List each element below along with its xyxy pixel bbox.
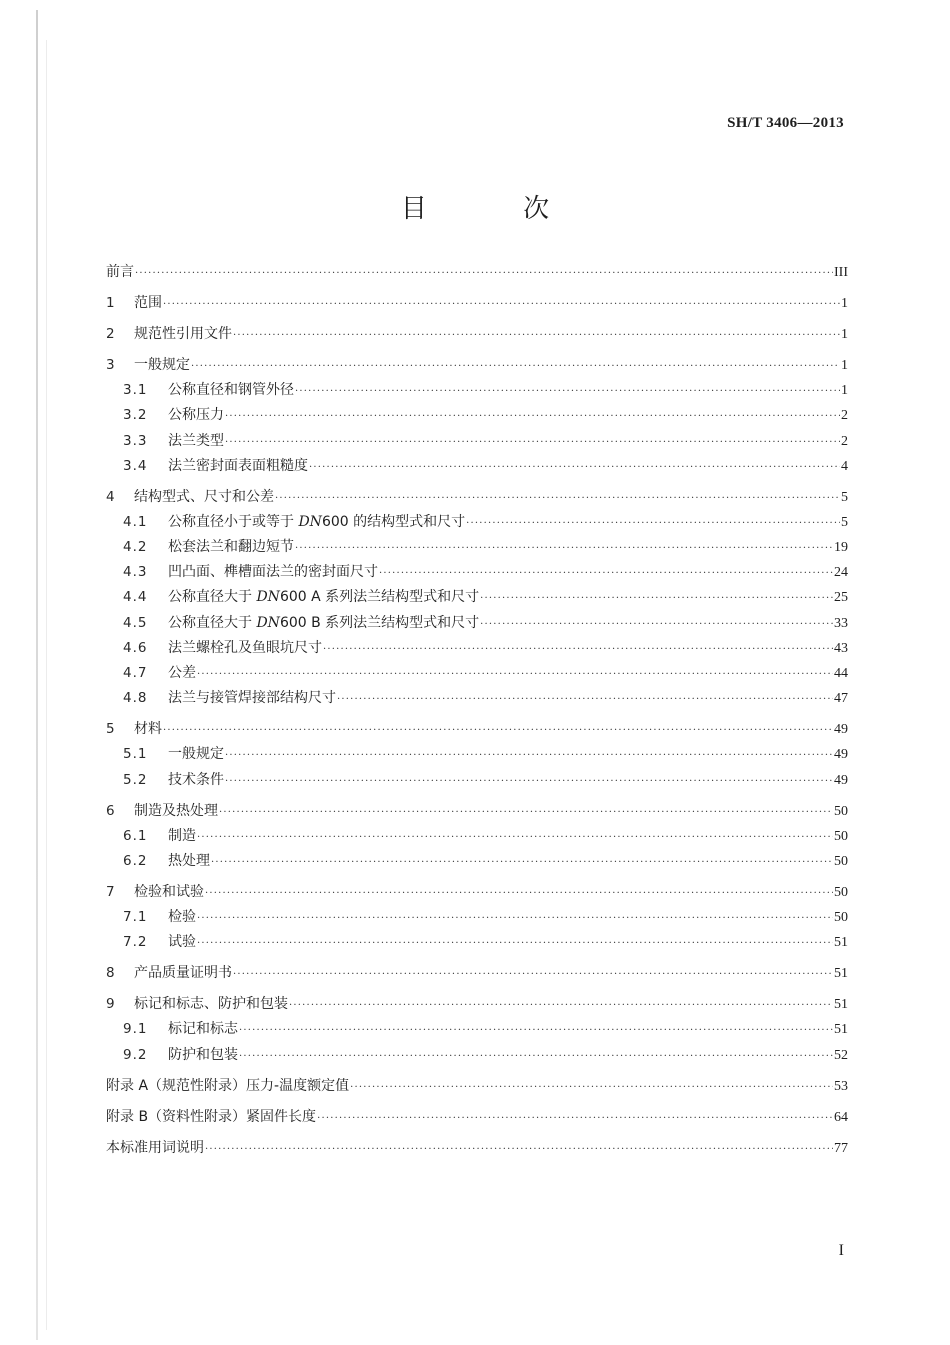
toc-entry-number: 9 [106,996,115,1013]
toc-entry-number: 6.2 [123,852,148,869]
toc-entry-number: 4.6 [123,639,148,656]
toc-entry-title: 标记和标志、防护和包装 [134,996,288,1013]
toc-entry[interactable] [106,687,848,712]
toc-entry[interactable] [106,586,848,611]
toc-entry[interactable] [106,1018,848,1043]
toc-entry-title: 法兰密封面表面粗糙度 [168,457,308,474]
toc-entry-title: 制造及热处理 [134,802,218,819]
toc-entry[interactable] [106,931,848,956]
toc-entry-title: 材料 [134,721,162,738]
toc-entry-title: 公称直径小于或等于 DN600 的结构型式和尺寸 [168,513,466,530]
toc-entry-page: 44 [834,666,848,681]
toc-entry-page: 50 [834,853,848,869]
toc-entry-title: 检验 [168,909,196,926]
toc-dot-leader [135,268,833,279]
page-folio: I [838,1242,844,1259]
toc-entry-page: 4 [841,458,848,474]
toc-dot-leader [289,1000,833,1011]
toc-dot-leader [337,694,833,705]
toc-entry[interactable] [106,455,848,480]
toc-entry-number: 4.1 [123,513,148,530]
toc-dot-leader [466,518,840,529]
toc-entry-page: 49 [834,772,848,788]
toc-entry-page: 24 [834,565,848,581]
toc-entry-page: 50 [834,884,848,900]
toc-dot-leader [225,750,833,761]
toc-dot-leader [191,361,840,372]
toc-entry[interactable] [106,404,848,429]
toc-entry[interactable] [106,993,848,1018]
toc-entry-number: 7.2 [123,934,148,951]
toc-dot-leader [197,669,833,680]
toc-entry[interactable] [106,825,848,850]
toc-entry-title: 公称压力 [168,407,224,424]
toc-entry[interactable] [106,430,848,455]
toc-entry-number: 9.2 [123,1046,148,1063]
toc-entry[interactable] [106,962,848,987]
toc-dot-leader [197,938,833,949]
toc-dot-leader [163,725,833,736]
toc-entry-title: 检验和试验 [134,883,204,900]
toc-entry-number: 6.1 [123,827,148,844]
toc-entry-title: 规范性引用文件 [134,325,232,342]
toc-entry[interactable] [106,881,848,906]
toc-entry-page: 49 [834,747,848,763]
toc-entry-title: 附录 A（规范性附录）压力-温度额定值 [106,1077,350,1094]
toc-entry[interactable] [106,1137,848,1162]
toc-entry-page: 52 [834,1047,848,1063]
toc-entry-title: 技术条件 [168,771,224,788]
toc-dot-leader [219,807,833,818]
toc-entry-number: 4.5 [123,614,148,631]
toc-entry-page: 77 [834,1140,848,1156]
toc-entry[interactable] [106,662,848,687]
toc-dot-leader [225,411,840,422]
toc-entry-page: 1 [841,357,848,373]
toc-entry[interactable] [106,1075,848,1100]
toc-entry[interactable] [106,850,848,875]
toc-entry-page: 50 [834,828,848,844]
toc-entry[interactable] [106,561,848,586]
toc-entry-number: 5.2 [123,771,148,788]
toc-entry-page: 33 [834,615,848,631]
toc-entry-page: 64 [834,1109,848,1125]
toc-entry-number: 4.3 [123,564,148,581]
toc-entry-title: 凹凸面、榫槽面法兰的密封面尺寸 [168,564,378,581]
toc-entry-number: 3.2 [123,407,148,424]
toc-dot-leader [233,330,840,341]
toc-entry-page: 53 [834,1078,848,1094]
toc-entry-page: 50 [834,803,848,819]
toc-dot-leader [295,386,840,397]
toc-entry[interactable] [106,743,848,768]
toc-dot-leader [239,1025,833,1036]
toc-entry-title: 防护和包装 [168,1046,238,1063]
toc-entry-page: 5 [841,514,848,530]
toc-dot-leader [480,619,833,630]
toc-dot-leader [379,568,833,579]
toc-entry[interactable] [106,379,848,404]
toc-entry-page: 51 [834,997,848,1013]
toc-entry-page: 43 [834,640,848,656]
page-title: 目 次 [400,194,594,224]
toc-entry-number: 1 [106,294,115,311]
toc-entry-title: 公称直径和钢管外径 [168,382,294,399]
toc-entry[interactable] [106,261,848,286]
toc-entry-page: 5 [841,489,848,505]
toc-dot-leader [233,969,833,980]
toc-entry-page: 25 [834,590,848,606]
toc-dot-leader [205,1144,833,1155]
toc-entry-title: 松套法兰和翻边短节 [168,539,294,556]
toc-entry-number: 4.2 [123,539,148,556]
toc-entry-number: 4 [106,488,115,505]
scan-edge-line [46,40,47,1330]
toc-entry-title: 法兰与接管焊接部结构尺寸 [168,690,336,707]
toc-entry-title: 法兰螺栓孔及鱼眼坑尺寸 [168,639,322,656]
toc-entry-title: 制造 [168,827,196,844]
toc-entry-title: 一般规定 [168,746,224,763]
toc-dot-leader [275,493,840,504]
toc-entry-number: 7 [106,883,115,900]
toc-entry[interactable] [106,292,848,317]
toc-entry-title: 公称直径大于 DN600 A 系列法兰结构型式和尺寸 [168,589,480,606]
toc-dot-leader [323,644,833,655]
toc-entry-number: 3 [106,356,115,373]
toc-entry-page: 51 [834,966,848,982]
toc-entry-number: 5 [106,721,115,738]
toc-entry[interactable] [106,486,848,511]
toc-dot-leader [225,776,833,787]
toc-entry[interactable] [106,1044,848,1069]
toc-dot-leader [239,1051,833,1062]
toc-entry[interactable] [106,612,848,637]
toc-entry[interactable] [106,718,848,743]
toc-dot-leader [211,857,833,868]
toc-entry[interactable] [106,354,848,379]
toc-entry-number: 4.4 [123,589,148,606]
toc-entry-number: 3.4 [123,457,148,474]
toc-entry-page: 19 [834,540,848,556]
toc-entry-title: 产品质量证明书 [134,965,232,982]
toc-entry-number: 9.1 [123,1021,148,1038]
toc-entry[interactable] [106,1106,848,1131]
toc-dot-leader [205,888,833,899]
toc-entry-page: 47 [834,691,848,707]
toc-dot-leader [197,913,833,924]
toc-entry-number: 7.1 [123,909,148,926]
toc-entry-number: 2 [106,325,115,342]
toc-entry-page: 2 [841,408,848,424]
toc-entry-page: 50 [834,910,848,926]
toc-dot-leader [350,1082,833,1093]
toc-entry-title: 前言 [106,264,134,280]
toc-entry-number: 5.1 [123,746,148,763]
toc-entry-page: 51 [834,1022,848,1038]
toc-entry-title: 一般规定 [134,356,190,373]
toc-entry-page: 1 [841,295,848,311]
toc-entry-title: 公称直径大于 DN600 B 系列法兰结构型式和尺寸 [168,614,480,631]
toc-entry-page: III [834,265,848,280]
toc-entry-page: 49 [834,722,848,738]
toc-dot-leader [163,299,840,310]
toc-entry[interactable] [106,511,848,536]
toc-entry-number: 4.8 [123,690,148,707]
table-of-contents [106,261,848,1162]
toc-dot-leader [197,832,833,843]
toc-entry-page: 1 [841,383,848,399]
toc-entry[interactable] [106,769,848,794]
toc-dot-leader [295,543,833,554]
toc-dot-leader [225,437,840,448]
toc-entry[interactable] [106,637,848,662]
toc-entry-page: 2 [841,433,848,449]
toc-entry-title: 公差 [168,665,196,681]
toc-entry[interactable] [106,536,848,561]
toc-entry-title: 试验 [168,934,196,951]
toc-entry-title: 法兰类型 [168,432,224,449]
toc-entry[interactable] [106,906,848,931]
toc-entry-title: 范围 [134,294,162,311]
toc-entry[interactable] [106,800,848,825]
toc-entry-title: 热处理 [168,852,210,869]
toc-entry-title: 结构型式、尺寸和公差 [134,488,274,505]
toc-dot-leader [480,593,833,604]
toc-dot-leader [309,462,840,473]
standard-code: SH/T 3406—2013 [727,115,844,131]
toc-entry[interactable] [106,323,848,348]
toc-entry-number: 4.7 [123,665,148,681]
toc-entry-number: 3.3 [123,432,148,449]
toc-entry-title: 标记和标志 [168,1021,238,1038]
toc-entry-title: 附录 B（资料性附录）紧固件长度 [106,1108,317,1125]
toc-dot-leader [317,1113,833,1124]
toc-entry-number: 3.1 [123,382,148,399]
toc-entry-page: 1 [841,326,848,342]
toc-entry-number: 8 [106,965,115,982]
toc-entry-page: 51 [834,935,848,951]
toc-entry-number: 6 [106,802,115,819]
toc-entry-title: 本标准用词说明 [106,1139,204,1156]
